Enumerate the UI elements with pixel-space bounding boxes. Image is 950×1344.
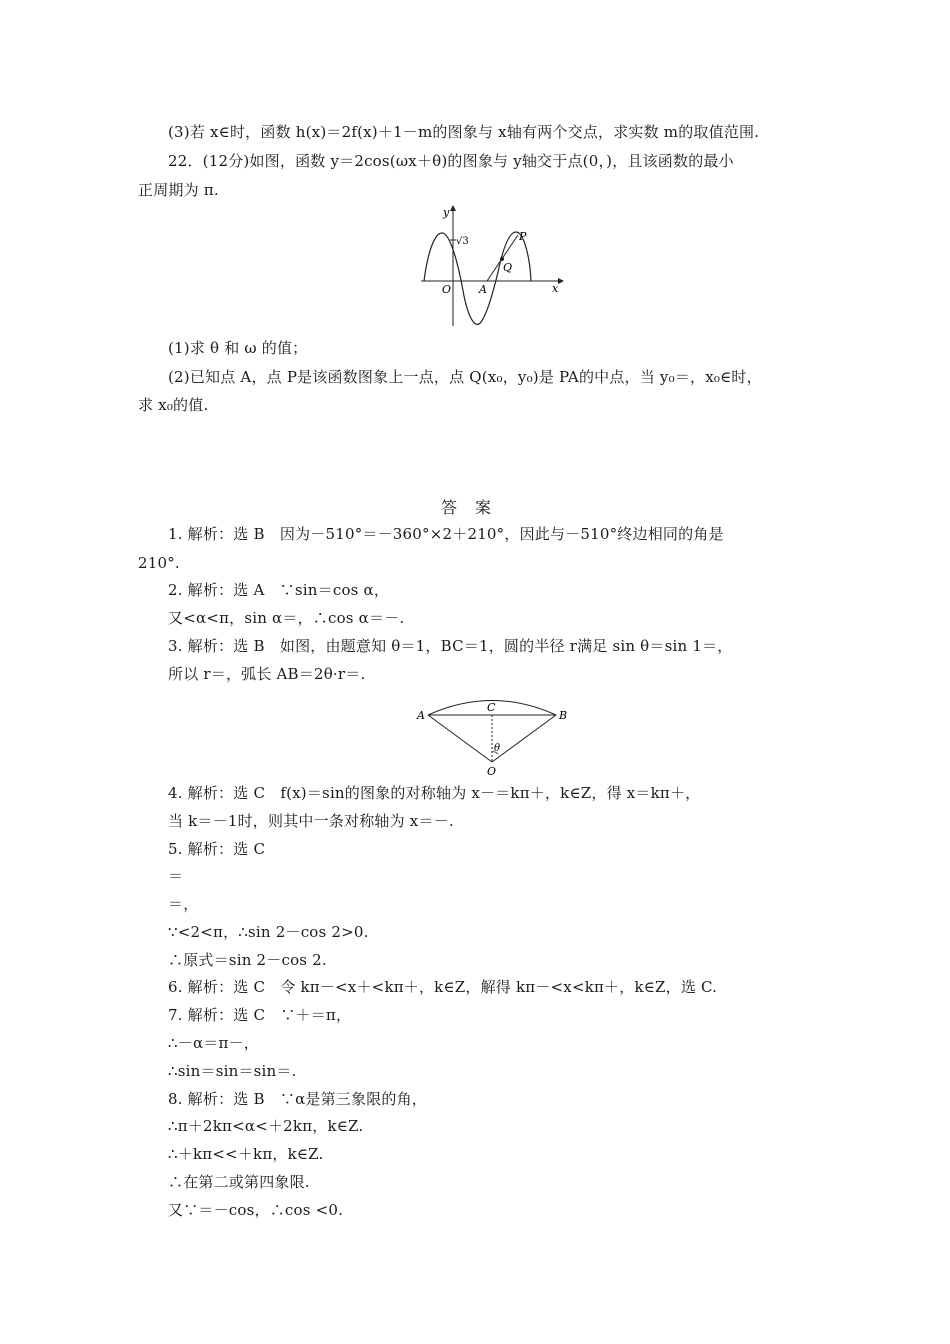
sector-label-b: B [559, 709, 568, 722]
problem-22-statement-cont: 正周期为 π. [138, 181, 219, 199]
answer-line: 所以 r＝，弧长 AB＝2θ·r＝. [168, 665, 366, 683]
cosine-graph-figure [418, 202, 568, 328]
answer-line: 3. 解析：选 B 如图，由题意知 θ＝1，BC＝1，圆的半径 r满足 sin θ＝sin 1＝， [168, 637, 733, 655]
graph-label-a: A [479, 283, 487, 296]
sector-label-o: O [487, 765, 497, 778]
graph-label-p: P [519, 230, 527, 243]
problem-21-part-3: (3)若 x∈时，函数 h(x)＝2f(x)＋1－m的图象与 x轴有两个交点，求实数 m的取值范围. [168, 123, 760, 141]
answer-line: ∴原式＝sin 2－cos 2. [168, 951, 327, 969]
answer-line: 7. 解析：选 C ∵＋＝π， [168, 1006, 352, 1024]
sector-label-theta: θ [494, 743, 501, 754]
answers-title: 答案 [440, 498, 509, 517]
answer-line: 210°. [138, 554, 180, 572]
answer-line: 当 k＝－1时，则其中一条对称轴为 x＝－. [168, 812, 454, 830]
graph-label-origin: O [442, 283, 452, 296]
answer-line: ∴π＋2kπ<α<＋2kπ，k∈Z. [168, 1117, 364, 1135]
answer-line: 又∵＝－cos，∴cos <0. [168, 1201, 344, 1219]
graph-label-sqrt3: √3 [456, 236, 469, 247]
answer-line: ∴＋kπ<<＋kπ，k∈Z. [168, 1145, 324, 1163]
graph-label-q: Q [503, 261, 513, 274]
graph-label-x: x [552, 282, 559, 295]
answer-line: ∴sin＝sin＝sin＝. [168, 1062, 297, 1080]
answer-line: 5. 解析：选 C [168, 840, 266, 858]
problem-22-part-1: (1)求 θ 和 ω 的值； [168, 339, 308, 357]
sector-figure [414, 700, 574, 780]
problem-22-part-2-cont: 求 x₀的值. [138, 396, 209, 414]
graph-label-y: y [443, 206, 450, 219]
sector-label-a: A [417, 709, 425, 722]
answer-line: ＝ [168, 867, 184, 885]
problem-22-part-2: (2)已知点 A，点 P是该函数图象上一点，点 Q(x₀，y₀)是 PA的中点，当 y₀＝，x₀∈时， [168, 368, 762, 386]
sector-label-c: C [487, 701, 496, 714]
problem-22-statement: 22．(12分)如图，函数 y＝2cos(ωx＋θ)的图象与 y轴交于点(0，)，且该函数的最小 [168, 152, 734, 170]
answer-line: 6. 解析：选 C 令 kπ－<x＋<kπ＋，k∈Z，解得 kπ－<x<kπ＋，k∈Z，选 C. [168, 978, 718, 996]
answer-line: 8. 解析：选 B ∵α是第三象限的角， [168, 1090, 428, 1108]
answer-line: 1. 解析：选 B 因为－510°＝－360°×2＋210°，因此与－510°终边相同的角是 [168, 525, 724, 543]
answer-line: ∴在第二或第四象限. [168, 1173, 310, 1191]
answer-line: ∴－α＝π－， [168, 1034, 259, 1052]
answer-line: 又<α<π，sin α＝，∴cos α＝－. [168, 609, 405, 627]
answer-line: ＝， [168, 895, 199, 913]
answer-line: 4. 解析：选 C f(x)＝sin的图象的对称轴为 x－＝kπ＋，k∈Z，得 x＝kπ＋， [168, 784, 701, 802]
answer-line: 2. 解析：选 A ∵sin＝cos α， [168, 581, 390, 599]
answer-line: ∵<2<π，∴sin 2－cos 2>0. [168, 923, 369, 941]
